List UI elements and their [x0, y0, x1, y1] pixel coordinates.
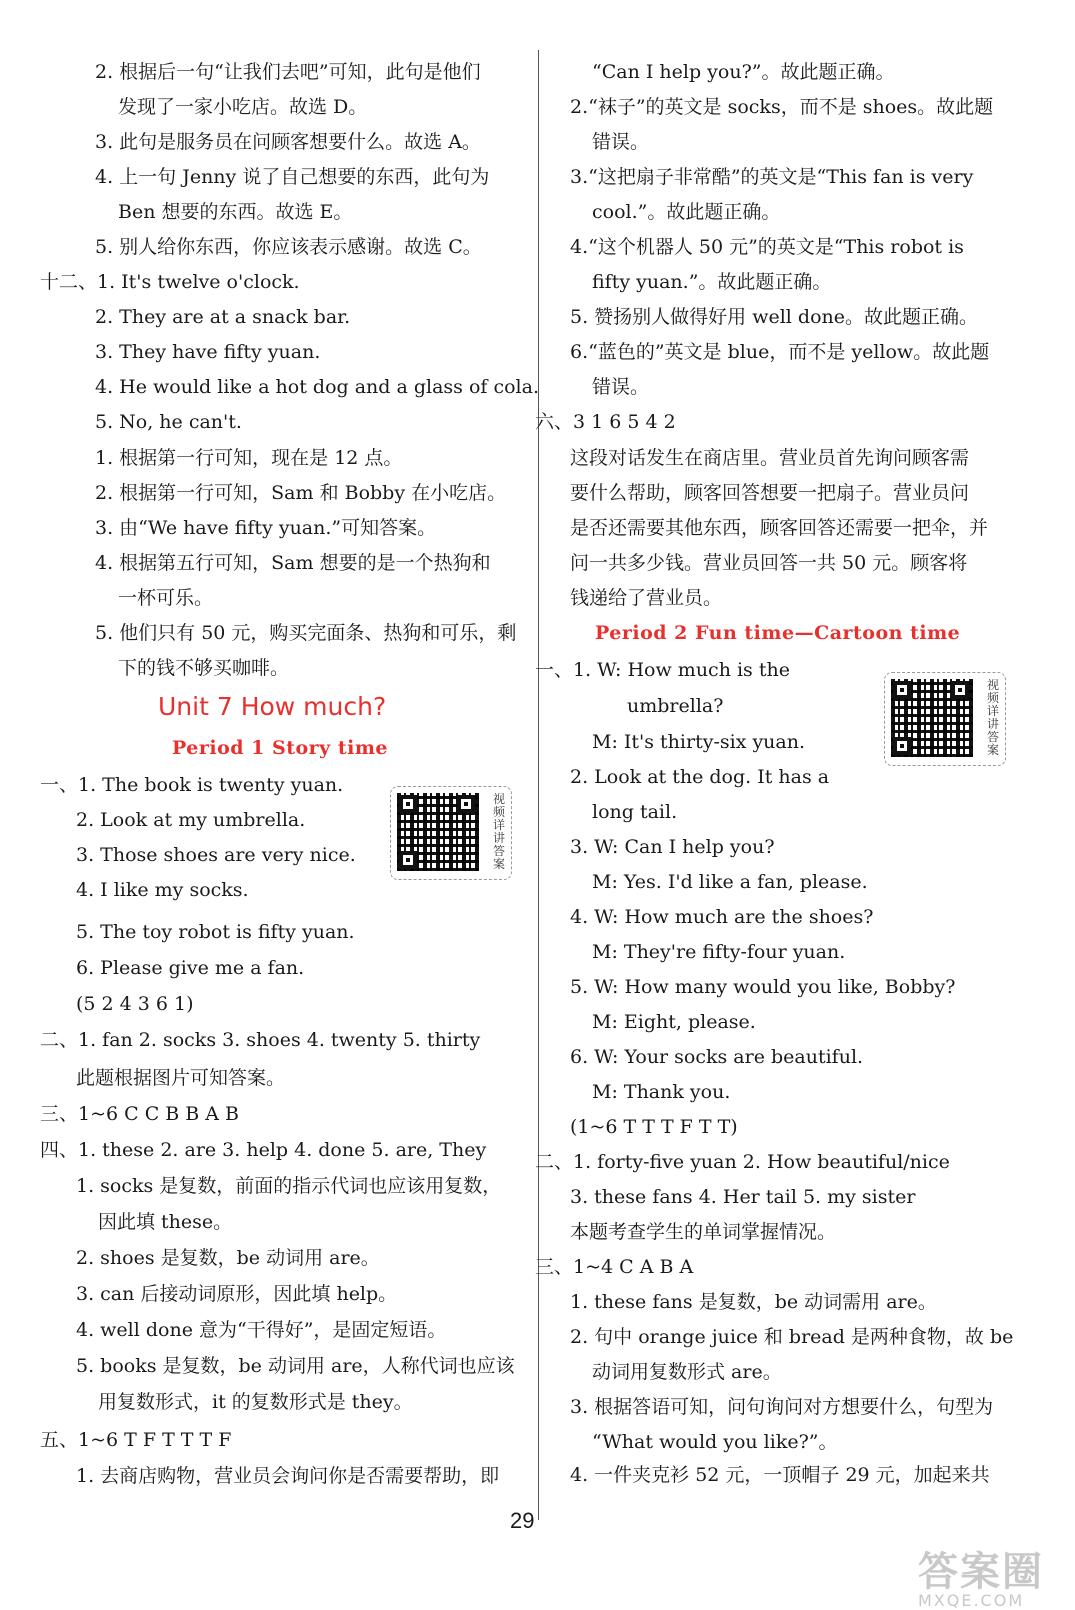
answer-line: 错误。 [592, 131, 650, 153]
answer-line: M: It's thirty-six yuan. [592, 731, 806, 753]
answer-line: 4.“这个机器人 50 元”的英文是“This robot is [570, 236, 964, 258]
answer-line: 5. 别人给你东西，你应该表示感谢。故选 C。 [95, 236, 482, 258]
page-number: 29 [510, 1508, 535, 1533]
answer-line: 要什么帮助，顾客回答想要一把扇子。营业员问 [570, 482, 970, 504]
answer-line: “What would you like?”。 [592, 1431, 838, 1453]
answer-line: 3. these fans 4. Her tail 5. my sister [570, 1186, 916, 1208]
qr-code-unit7[interactable] [390, 786, 512, 880]
answer-line: 4. 一件夹克衫 52 元，一顶帽子 29 元，加起来共 [570, 1464, 990, 1486]
answer-line: 二、1. fan 2. socks 3. shoes 4. twenty 5. thirty [40, 1029, 481, 1051]
answer-line: (1~6 T T T F T T) [570, 1116, 738, 1138]
answer-line: 5. The toy robot is fifty yuan. [76, 921, 355, 943]
answer-line: long tail. [592, 801, 678, 823]
answer-line: M: Thank you. [592, 1081, 731, 1103]
answer-line: 5. 他们只有 50 元，购买完面条、热狗和可乐，剩 [95, 622, 517, 644]
answer-line: 2. 根据后一句“让我们去吧”可知，此句是他们 [95, 61, 481, 83]
answer-line: 三、1~4 C A B A [535, 1256, 694, 1278]
answer-line: 1. 根据第一行可知，现在是 12 点。 [95, 447, 403, 469]
watermark-logo: 答案圈 MXQE.COM [918, 1549, 1044, 1610]
answer-line: 这段对话发生在商店里。营业员首先询问顾客需 [570, 447, 970, 469]
column-divider [538, 50, 539, 1520]
answer-line: M: Eight, please. [592, 1011, 756, 1033]
answer-line: Ben 想要的东西。故选 E。 [118, 201, 353, 223]
answer-line: “Can I help you?”。故此题正确。 [592, 61, 895, 83]
answer-line: 十二、1. It's twelve o'clock. [40, 271, 300, 293]
answer-line: 钱递给了营业员。 [570, 587, 723, 609]
answer-line: 3. Those shoes are very nice. [76, 844, 356, 866]
answer-line: 一、1. W: How much is the [535, 659, 790, 681]
answer-line: 3. They have fifty yuan. [95, 341, 321, 363]
answer-line: 六、3 1 6 5 4 2 [535, 411, 676, 433]
period-1-title: Period 1 Story time [172, 737, 389, 759]
answer-line: (5 2 4 3 6 1) [76, 993, 194, 1015]
answer-line: 5. No, he can't. [95, 411, 242, 433]
answer-line: 4. I like my socks. [76, 879, 249, 901]
answer-line: 2.“袜子”的英文是 socks，而不是 shoes。故此题 [570, 96, 994, 118]
answer-line: cool.”。故此题正确。 [592, 201, 781, 223]
answer-line: 2. shoes 是复数，be 动词用 are。 [76, 1247, 380, 1269]
answer-line: 动词用复数形式 are。 [592, 1361, 782, 1383]
answer-line: 4. 根据第五行可知，Sam 想要的是一个热狗和 [95, 552, 491, 574]
answer-line: 2. Look at my umbrella. [76, 809, 306, 831]
answer-line: 3. 根据答语可知，问句询问对方想要什么，句型为 [570, 1396, 994, 1418]
answer-line: 下的钱不够买咖啡。 [118, 657, 290, 679]
qr-code-period2[interactable] [884, 672, 1006, 766]
answer-line: 2. 句中 orange juice 和 bread 是两种食物，故 be [570, 1326, 1014, 1348]
qr-label: 视频详讲答案 [492, 792, 505, 871]
answer-line: 3. 由“We have fifty yuan.”可知答案。 [95, 517, 437, 539]
answer-line: 问一共多少钱。营业员回答一共 50 元。顾客将 [570, 552, 968, 574]
answer-line: 本题考查学生的单词掌握情况。 [570, 1221, 837, 1243]
answer-line: 1. socks 是复数，前面的指示代词也应该用复数， [76, 1175, 502, 1197]
answer-line: 一、1. The book is twenty yuan. [40, 774, 344, 796]
answer-line: 三、1~6 C C B B A B [40, 1103, 240, 1125]
answer-line: umbrella? [627, 695, 724, 717]
answer-line: 4. 上一句 Jenny 说了自己想要的东西，此句为 [95, 166, 490, 188]
answer-line: 3. W: Can I help you? [570, 836, 775, 858]
answer-line: 5. 赞扬别人做得好用 well done。故此题正确。 [570, 306, 978, 328]
answer-line: 二、1. forty-five yuan 2. How beautiful/nice [535, 1151, 950, 1173]
answer-line: 用复数形式，it 的复数形式是 they。 [98, 1391, 413, 1413]
answer-line: 6. Please give me a fan. [76, 957, 305, 979]
answer-line: 错误。 [592, 376, 650, 398]
qr-label: 视频详讲答案 [986, 678, 999, 757]
answer-line: 因此填 these。 [98, 1211, 233, 1233]
answer-line: M: They're fifty-four yuan. [592, 941, 846, 963]
answer-line: fifty yuan.”。故此题正确。 [592, 271, 832, 293]
answer-line: 4. He would like a hot dog and a glass of cola. [95, 376, 539, 398]
answer-line: 五、1~6 T F T T T F [40, 1429, 232, 1451]
answer-line: 2. Look at the dog. It has a [570, 766, 830, 788]
answer-line: M: Yes. I'd like a fan, please. [592, 871, 868, 893]
answer-line: 四、1. these 2. are 3. help 4. done 5. are, They [40, 1139, 487, 1161]
answer-line: 2. They are at a snack bar. [95, 306, 351, 328]
answer-line: 4. W: How much are the shoes? [570, 906, 874, 928]
answer-line: 1. 去商店购物，营业员会询问你是否需要帮助，即 [76, 1465, 500, 1487]
answer-line: 3. 此句是服务员在问顾客想要什么。故选 A。 [95, 131, 481, 153]
answer-line: 3.“这把扇子非常酷”的英文是“This fan is very [570, 166, 974, 188]
answer-line: 此题根据图片可知答案。 [76, 1067, 286, 1089]
answer-line: 是否还需要其他东西，顾客回答还需要一把伞，并 [570, 517, 989, 539]
answer-line: 4. well done 意为“干得好”，是固定短语。 [76, 1319, 447, 1341]
answer-line: 发现了一家小吃店。故选 D。 [118, 96, 368, 118]
answer-line: 6. W: Your socks are beautiful. [570, 1046, 864, 1068]
period-2-title: Period 2 Fun time—Cartoon time [595, 622, 961, 644]
answer-line: 5. W: How many would you like, Bobby? [570, 976, 956, 998]
unit-title: Unit 7 How much? [158, 692, 387, 721]
answer-line: 一杯可乐。 [118, 587, 214, 609]
answer-line: 1. these fans 是复数，be 动词需用 are。 [570, 1291, 937, 1313]
answer-line: 2. 根据第一行可知，Sam 和 Bobby 在小吃店。 [95, 482, 507, 504]
answer-line: 5. books 是复数，be 动词用 are，人称代词也应该 [76, 1355, 515, 1377]
answer-line: 6.“蓝色的”英文是 blue，而不是 yellow。故此题 [570, 341, 990, 363]
answer-line: 3. can 后接动词原形，因此填 help。 [76, 1283, 398, 1305]
